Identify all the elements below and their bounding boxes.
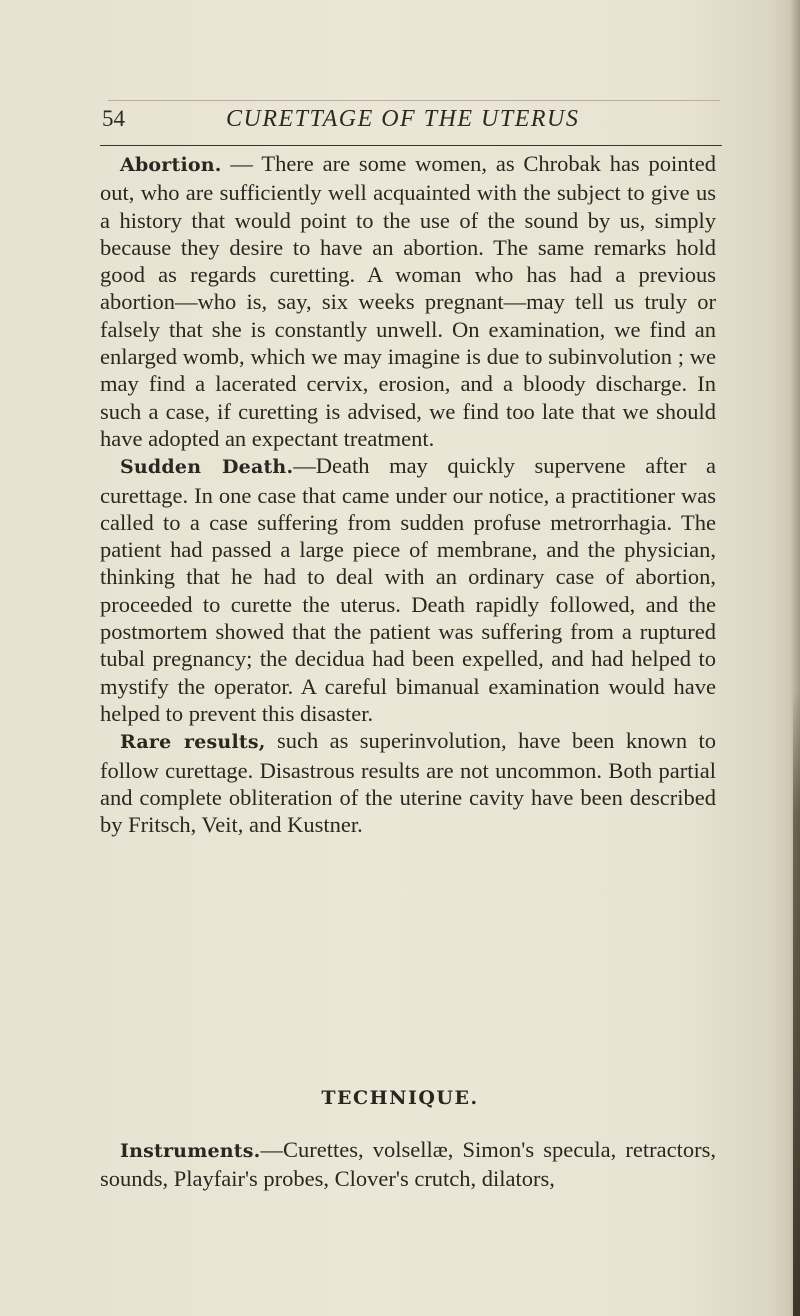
page-edge-binding [793, 690, 800, 1316]
paragraph-body: such as superinvolution, have been known to follow curettage. Disastrous results are not uncommon. Both partial and complete obliteration of the uterine cavity have been described by Fritsch, Veit, and Kustner. [100, 728, 717, 838]
section-heading: TECHNIQUE. [321, 1087, 479, 1109]
paragraph-sudden-death [100, 452, 716, 727]
paragraph-body: —Death may quickly supervene after a curettage. In one case that came under our notice, a practitioner was called to a case suffering from sudden profuse metrorrhagia. The patient had passed a large piece of membrane, and the physician, thinking that he had to deal with an ordinary case of abortion, proceeded to curette the uterus. Death rapidly followed, and the postmortem showed that the patient was suffering from a ruptured tubal pregnancy; the decidua had been expelled, and had helped to mystify the operator. A careful bimanual examination would have helped to prevent this disaster. [100, 453, 716, 726]
page-number: 54 [102, 106, 125, 131]
paragraph-instruments [100, 1136, 716, 1193]
top-rule [108, 100, 720, 101]
page-header [0, 106, 800, 146]
header-rule [100, 145, 722, 146]
paragraph-lead: Abortion. [120, 154, 222, 176]
body-text [100, 150, 716, 838]
paragraph-rare-results [100, 727, 716, 838]
paragraph-lead: Instruments. [120, 1140, 261, 1162]
paragraph-body: — There are some women, as Chrobak has pointed out, who are sufficiently well acquainted with the subject to give us a history that would point to the use of the sound by us, simply because they desire to have an abortion. The same remarks hold good as regards curetting. A woman who has had a previous abortion—who is, say, six weeks pregnant—may tell us truly or falsely that she is constantly unwell. On examination, we find an enlarged womb, which we may imagine is due to subinvolution ; we may find a lacerated cervix, erosion, and a bloody discharge. In such a case, if curetting is advised, we find too late that we should have adopted an expectant treatment. [100, 151, 716, 451]
paragraph-lead: Sudden Death. [120, 456, 294, 479]
body-text-continued [100, 1136, 716, 1193]
paragraph-body: —Curettes, volsellæ, Simon's specula, retractors, sounds, Playfair's probes, Clover's crutch, dilators, [100, 1137, 716, 1192]
paragraph-abortion [100, 150, 716, 452]
running-head: CURETTAGE OF THE UTERUS [226, 106, 580, 132]
paragraph-lead: Rare results, [120, 731, 266, 754]
